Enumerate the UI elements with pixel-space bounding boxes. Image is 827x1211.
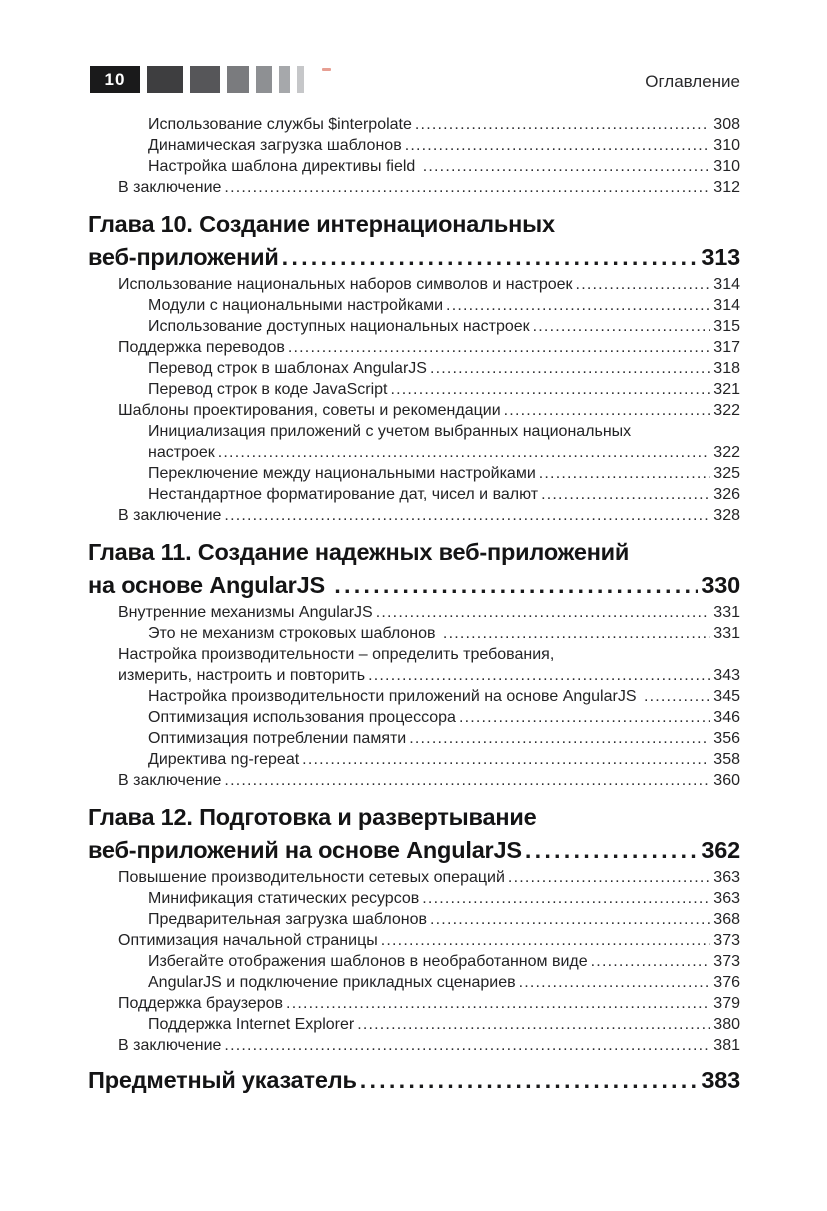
toc-entry-line — [148, 421, 740, 442]
toc-entry — [88, 379, 740, 400]
toc-page-number: 379 — [713, 995, 740, 1012]
toc-entry-line — [88, 536, 740, 569]
toc-entry-line — [118, 644, 740, 665]
toc-entry — [88, 749, 740, 770]
toc-entry — [88, 707, 740, 728]
toc-entry — [88, 1014, 740, 1035]
toc-page-number: 345 — [713, 688, 740, 705]
toc-entry — [88, 972, 740, 993]
toc-entry-text: Глава 11. Создание надежных веб-приложений — [88, 539, 630, 565]
page-header — [90, 66, 740, 93]
toc-entry-line — [88, 569, 740, 602]
toc-entry-text: В заключение — [118, 507, 222, 524]
toc-entry-text: Переключение между национальными настройками — [148, 465, 536, 482]
toc-page-number: 346 — [713, 709, 740, 726]
toc-entry-line — [148, 379, 740, 400]
toc-entry-text: Это не механизм строковых шаблонов — [148, 625, 440, 642]
toc-page-number: 356 — [713, 730, 740, 747]
dot-leader — [525, 834, 699, 867]
toc-entry — [88, 770, 740, 791]
toc-entry-text: Использование доступных национальных настроек — [148, 318, 530, 335]
toc-page-number: 312 — [713, 179, 740, 196]
toc-page-number: 368 — [713, 911, 740, 928]
dot-leader — [446, 295, 710, 316]
toc-entry-text: измерить, настроить и повторить — [118, 667, 366, 684]
toc-entry-line — [118, 1035, 740, 1056]
toc-entry-text: Глава 10. Создание интернациональных — [88, 211, 555, 237]
dot-leader — [390, 379, 710, 400]
toc-entry-text: Минификация статических ресурсов — [148, 890, 420, 907]
toc-entry-text: Поддержка браузеров — [118, 995, 284, 1012]
toc-entry — [88, 484, 740, 505]
toc-entry — [88, 114, 740, 135]
toc-entry-line — [88, 241, 740, 274]
toc-page-number: 325 — [713, 465, 740, 482]
toc-page-number: 363 — [713, 890, 740, 907]
toc-page-number: 322 — [713, 444, 740, 461]
toc-entry — [88, 421, 740, 463]
toc-page-number: 326 — [713, 486, 740, 503]
toc-entry — [88, 400, 740, 421]
toc-entry-line — [148, 749, 740, 770]
dot-leader — [224, 1035, 710, 1056]
toc-entry-line — [148, 484, 740, 505]
toc-entry-line — [148, 972, 740, 993]
header-title: Оглавление — [645, 71, 740, 91]
toc-page-number: 330 — [701, 572, 740, 598]
dot-leader — [302, 749, 710, 770]
dot-leader — [360, 1064, 699, 1097]
toc-entry-text: Повышение производительности сетевых операций — [118, 869, 505, 886]
toc-entry-line — [118, 993, 740, 1014]
decoration-block — [147, 66, 183, 93]
dot-leader — [218, 442, 711, 463]
toc-entry-line — [148, 909, 740, 930]
toc-entry — [88, 930, 740, 951]
dot-leader — [423, 156, 711, 177]
toc-entry-line — [148, 358, 740, 379]
toc-entry-text: Избегайте отображения шаблонов в необработанном виде — [148, 953, 588, 970]
dot-leader — [541, 484, 710, 505]
toc-entry-line — [148, 442, 740, 463]
toc-entry-text: Шаблоны проектирования, советы и рекомендации — [118, 402, 501, 419]
dot-leader — [334, 569, 698, 602]
toc-entry — [88, 644, 740, 686]
toc-entry-line — [148, 686, 740, 707]
toc-entry-line — [88, 1064, 740, 1097]
toc-page-number: 314 — [713, 297, 740, 314]
dot-leader — [539, 463, 711, 484]
toc-entry — [88, 602, 740, 623]
toc-entry — [88, 888, 740, 909]
toc-entry-text: Оптимизация начальной страницы — [118, 932, 378, 949]
toc-entry-text: веб-приложений на основе AngularJS — [88, 837, 522, 863]
toc-page-number: 313 — [701, 244, 740, 270]
toc-page-number: 322 — [713, 402, 740, 419]
toc-entry — [88, 536, 740, 602]
toc-entry-line — [148, 623, 740, 644]
toc-page-number: 315 — [713, 318, 740, 335]
decoration-block — [279, 66, 290, 93]
toc-entry — [88, 295, 740, 316]
toc-entry — [88, 156, 740, 177]
decoration-block — [190, 66, 220, 93]
toc-entry-line — [148, 1014, 740, 1035]
toc-page-number: 310 — [713, 158, 740, 175]
dot-leader — [286, 993, 710, 1014]
toc-page-number: 321 — [713, 381, 740, 398]
pink-mark — [322, 68, 331, 71]
toc-entry-line — [148, 295, 740, 316]
dot-leader — [508, 867, 710, 888]
toc-page-number: 363 — [713, 869, 740, 886]
dot-leader — [405, 135, 711, 156]
toc-entry-text: Директива ng-repeat — [148, 751, 300, 768]
header-decoration-blocks — [147, 66, 304, 93]
dot-leader — [576, 274, 711, 295]
toc-page-number: 360 — [713, 772, 740, 789]
toc-page-number: 310 — [713, 137, 740, 154]
toc-entry — [88, 686, 740, 707]
toc-entry-text: AngularJS и подключение прикладных сценариев — [148, 974, 516, 991]
toc-entry-line — [118, 505, 740, 526]
toc-entry — [88, 909, 740, 930]
dot-leader — [381, 930, 711, 951]
toc-entry-text: Поддержка переводов — [118, 339, 285, 356]
dot-leader — [288, 337, 710, 358]
dot-leader — [430, 358, 710, 379]
toc-entry-text: Предварительная загрузка шаблонов — [148, 911, 428, 928]
toc-entry — [88, 993, 740, 1014]
toc-page-number: 328 — [713, 507, 740, 524]
toc-page-number: 343 — [713, 667, 740, 684]
toc-entry — [88, 505, 740, 526]
toc-entry-text: Оптимизация потреблении памяти — [148, 730, 407, 747]
toc-entry — [88, 135, 740, 156]
toc-entry-text: Настройка производительности приложений на основе AngularJS — [148, 688, 641, 705]
toc-entry-line — [88, 834, 740, 867]
toc-entry — [88, 337, 740, 358]
toc-entry-line — [88, 801, 740, 834]
toc-entry — [88, 358, 740, 379]
toc-page-number: 314 — [713, 276, 740, 293]
toc-page-number: 373 — [713, 932, 740, 949]
dot-leader — [422, 888, 710, 909]
toc-entry — [88, 463, 740, 484]
toc-entry — [88, 208, 740, 274]
dot-leader — [415, 114, 710, 135]
toc-entry-line — [148, 888, 740, 909]
page-number-box — [90, 66, 140, 93]
dot-leader — [357, 1014, 710, 1035]
toc-entry-line — [118, 602, 740, 623]
toc-entry — [88, 623, 740, 644]
toc-entry-text: Перевод строк в коде JavaScript — [148, 381, 388, 398]
toc-entry-text: Настройка шаблона директивы field — [148, 158, 420, 175]
decoration-block — [297, 66, 304, 93]
toc-entry-text: веб-приложений — [88, 244, 279, 270]
toc-entry-text: Динамическая загрузка шаблонов — [148, 137, 402, 154]
dot-leader — [376, 602, 711, 623]
toc-entry — [88, 1064, 740, 1097]
toc-entry-line — [118, 770, 740, 791]
toc-entry — [88, 951, 740, 972]
decoration-block — [256, 66, 272, 93]
toc-entry-text: В заключение — [118, 772, 222, 789]
dot-leader — [282, 241, 699, 274]
page-number: 10 — [104, 69, 126, 89]
toc-entry-line — [118, 867, 740, 888]
toc-page-number: 331 — [713, 625, 740, 642]
toc-page-number: 381 — [713, 1037, 740, 1054]
toc-page-number: 383 — [701, 1067, 740, 1093]
toc-entry-text: Использование национальных наборов символов и настроек — [118, 276, 573, 293]
toc-entry-text: Инициализация приложений с учетом выбранных национальных — [148, 423, 632, 440]
toc-entry — [88, 867, 740, 888]
toc-entry-line — [118, 400, 740, 421]
toc-page-number: 373 — [713, 953, 740, 970]
toc-list — [88, 114, 740, 1097]
toc-entry — [88, 728, 740, 749]
dot-leader — [443, 623, 710, 644]
dot-leader — [533, 316, 711, 337]
toc-page-number: 362 — [701, 837, 740, 863]
toc-entry-line — [118, 274, 740, 295]
toc-entry-text: Предметный указатель — [88, 1067, 357, 1093]
toc-entry-line — [118, 337, 740, 358]
dot-leader — [368, 665, 710, 686]
toc-entry-text: Глава 12. Подготовка и развертывание — [88, 804, 537, 830]
toc-entry-text: Модули с национальными настройками — [148, 297, 444, 314]
toc-entry — [88, 274, 740, 295]
dot-leader — [409, 728, 710, 749]
toc-entry — [88, 1035, 740, 1056]
toc-entry-line — [148, 463, 740, 484]
toc-entry-line — [148, 951, 740, 972]
toc-page-number: 308 — [713, 116, 740, 133]
decoration-block — [227, 66, 249, 93]
toc-entry-line — [148, 316, 740, 337]
toc-page-number: 318 — [713, 360, 740, 377]
dot-leader — [519, 972, 711, 993]
toc-entry-line — [88, 208, 740, 241]
toc-entry-line — [148, 156, 740, 177]
toc-page-number: 380 — [713, 1016, 740, 1033]
toc-entry-text: В заключение — [118, 179, 222, 196]
toc-page-number: 317 — [713, 339, 740, 356]
dot-leader — [224, 505, 710, 526]
toc-entry-line — [148, 728, 740, 749]
toc-entry-text: на основе AngularJS — [88, 572, 332, 598]
toc-entry-line — [118, 665, 740, 686]
toc-entry-text: настроек — [148, 444, 215, 461]
dot-leader — [224, 177, 710, 198]
toc-entry — [88, 316, 740, 337]
toc-entry-line — [118, 177, 740, 198]
dot-leader — [459, 707, 710, 728]
dot-leader — [430, 909, 710, 930]
toc-entry — [88, 801, 740, 867]
dot-leader — [504, 400, 711, 421]
toc-entry-line — [148, 707, 740, 728]
dot-leader — [224, 770, 710, 791]
toc-entry-text: Оптимизация использования процессора — [148, 709, 456, 726]
dot-leader — [644, 686, 710, 707]
toc-entry-text: Перевод строк в шаблонах AngularJS — [148, 360, 427, 377]
toc-entry — [88, 177, 740, 198]
toc-entry-line — [148, 135, 740, 156]
toc-entry-text: Настройка производительности – определить требования, — [118, 646, 555, 663]
toc-entry-text: Нестандартное форматирование дат, чисел и валют — [148, 486, 539, 503]
toc-entry-text: В заключение — [118, 1037, 222, 1054]
toc-entry-text: Использование службы $interpolate — [148, 116, 412, 133]
toc-entry-line — [118, 930, 740, 951]
toc-page-number: 358 — [713, 751, 740, 768]
toc-entry-text: Поддержка Internet Explorer — [148, 1016, 355, 1033]
toc-entry-line — [148, 114, 740, 135]
dot-leader — [591, 951, 711, 972]
toc-page-number: 376 — [713, 974, 740, 991]
toc-page-number: 331 — [713, 604, 740, 621]
toc-entry-text: Внутренние механизмы AngularJS — [118, 604, 373, 621]
